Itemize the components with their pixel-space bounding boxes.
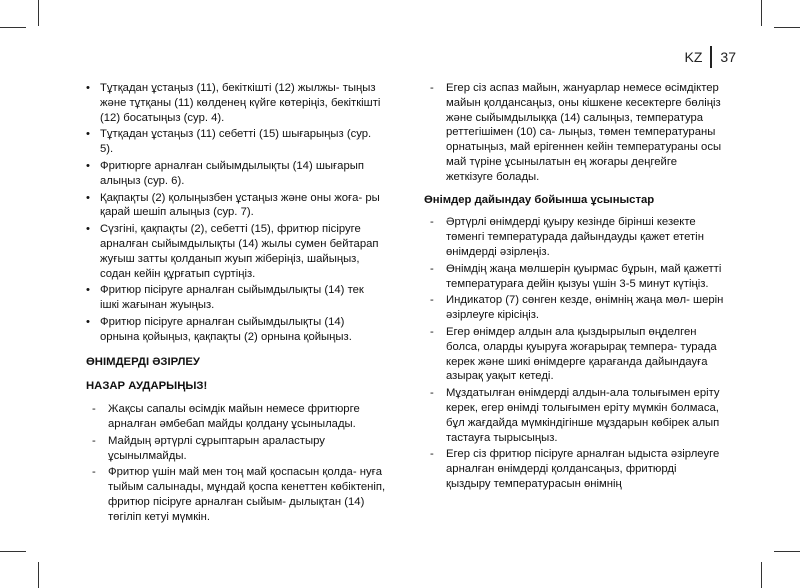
crop-mark [774,27,800,28]
list-item: • Тұтқадан ұстаңыз (11), бекіткішті (12) жылжы- тыңыз және тұтқаны (11) көлденең күйге көтеріңіз, бекіткішті (12) босатыңыз (сур. 4). [86,81,386,125]
left-column [86,81,386,527]
recommendations-list [424,215,724,491]
page-number: 37 [720,49,736,65]
section-title: ӨНІМДЕРДІ ӘЗІРЛЕУ [86,355,200,368]
list-item: - Майдың әртүрлі сұрыптарын араластыру ұсынылмайды. [92,434,386,464]
crop-mark [38,0,39,26]
cleaning-steps-list [86,81,386,345]
list-item: - Әртүрлі өнімдерді қуыру кезінде бірінші кезекте төменгі температурада дайындауды қажет ететін өнімдерді әзірлеңіз. [430,215,724,259]
right-column [424,81,724,494]
list-item: • Фритюр пісіруге арналған сыйымдылықты (14) тек ішкі жағынан жуыңыз. [86,283,386,313]
list-item: - Өнімдің жаңа мөлшерін қуырмас бұрын, май қажетті температураға дейін қызуы үшін 3-5 минут күтіңіз. [430,262,724,292]
warning-list [86,402,386,524]
crop-mark [761,0,762,26]
list-item: - Мұздатылған өнімдерді алдын-ала толығымен еріту керек, егер өнімді толығымен еріту мүмкін болмаса, бұл жағдайда мүмкіндігінше мұздарын көбірек алып тастауға тырысыңыз. [430,386,724,445]
crop-mark [761,562,762,588]
list-item: • Қақпақты (2) қолыңызбен ұстаңыз және оны жоға- ры қарай шешіп алыңыз (сур. 7). [86,191,386,221]
list-item: - Фритюр үшін май мен тоң май қоспасын қолда- нуға тыйым салынады, мұндай қоспа кенеттен көбіктеніп, фритюр пісіруге арналған сыйым- дылықтан (14) төгіліп кетуі мүмкін. [92,465,386,524]
language-code: KZ [684,49,703,65]
page-header [685,46,736,68]
crop-mark [0,551,26,552]
list-item: • Фритюр пісіруге арналған сыйымдылықты (14) орнына қойыңыз, қақпақты (2) орнына қойыңыз. [86,315,386,345]
list-item: - Индикатор (7) сөнген кезде, өнімнің жаңа мөл- шерін әзірлеуге кірісіңіз. [430,293,724,323]
list-item: - Егер сіз аспаз майын, жануарлар немесе өсімдіктер майын қолдансаңыз, оны кішкене кесектерге бөліңіз және сыйымдылыққа (14) салыңыз, температура реттегішімен (10) са- лыңыз, төмен температураны орнатыңыз, май ерігеннен кейін температураны осы май түріне ұсынылатын ең жоғары деңгейге жеткізуге болады. [430,81,724,185]
warning-title: НАЗАР АУДАРЫҢЫЗ! [86,380,208,393]
crop-mark [38,562,39,588]
list-item: - Егер сіз фритюр пісіруге арналған ыдыста әзірлеуге арналған өнімдерді қолдансаңыз, фритюрді қыздыру температурасын өнімнің [430,447,724,491]
recommendations-title: Өнімдер дайындау бойынша ұсыныстар [424,193,655,206]
list-item: • Сүзгіні, қақпақты (2), себетті (15), фритюр пісіруге арналған сыйымдылықты (14) жылы сумен бейтарап жуғыш затты қолданып жуып жіберіңіз, шайыңыз, содан кейін құрғатып сүртіңіз. [86,222,386,281]
list-item: - Жақсы сапалы өсімдік майын немесе фритюрге арналған әмбебап майды қолдану ұсынылады. [92,402,386,432]
crop-mark [0,27,26,28]
list-item: • Фритюрге арналған сыйымдылықты (14) шығарып алыңыз (сур. 6). [86,159,386,189]
crop-mark [774,551,800,552]
list-item: • Тұтқадан ұстаңыз (11) себетті (15) шығарыңыз (сур. 5). [86,127,386,157]
fat-usage-list [424,81,724,185]
list-item: - Егер өнімдер алдын ала қыздырылып өңделген болса, оларды қуыруға жоғарырақ темпера- турада керек және шикі өнімдерге қарағанда дайындауға азырақ уақыт кетеді. [430,325,724,384]
